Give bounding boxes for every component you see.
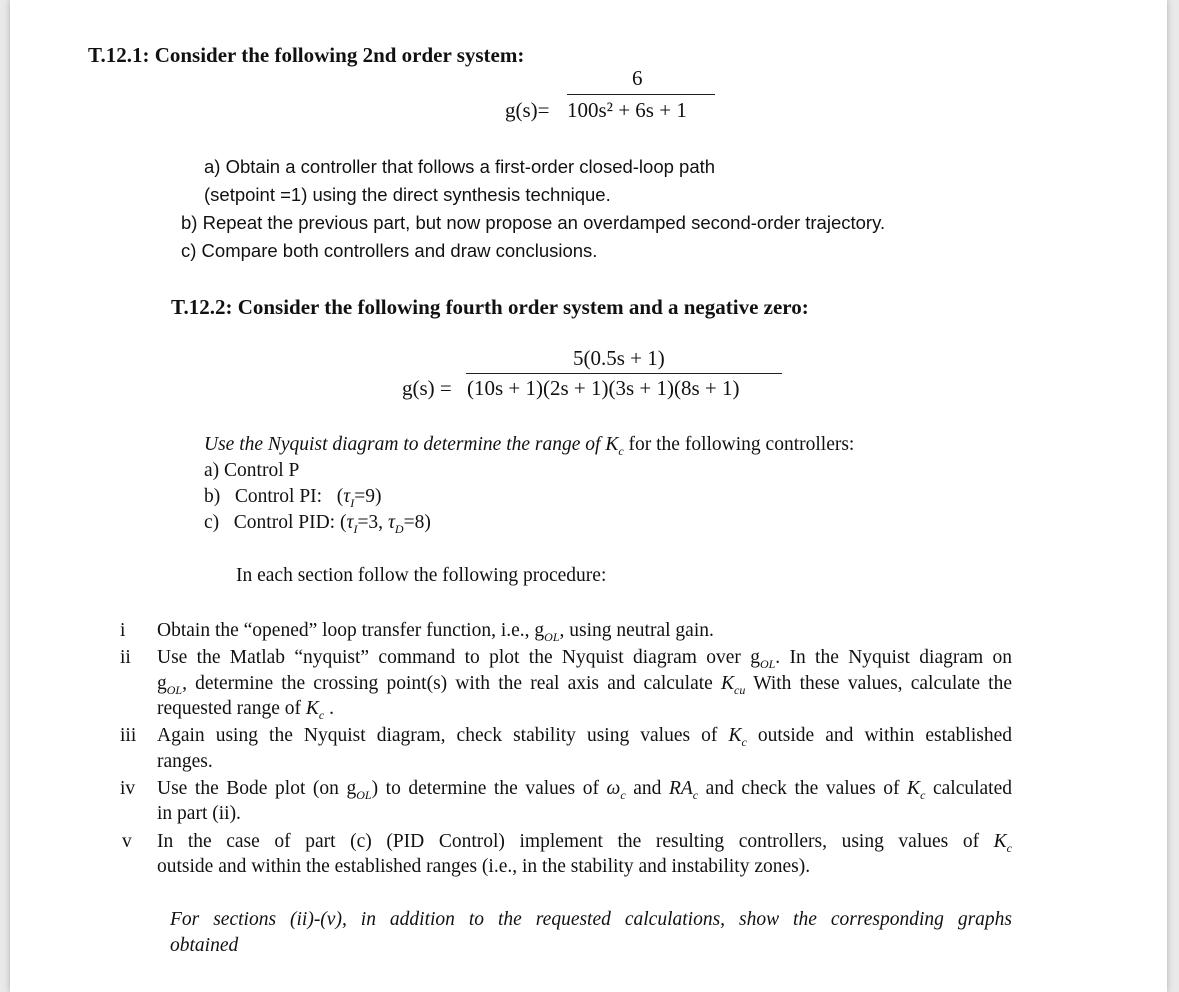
step-iii-line2: ranges. <box>157 751 213 772</box>
step-iii-line1: Again using the Nyquist diagram, check stability using values of $K_c$ outside and within established <box>157 725 1012 749</box>
t1-fraction-bar <box>567 94 715 95</box>
note-line1: For sections (ii)-(v), in addition to the requested calculations, show the corresponding graphs <box>170 909 1012 930</box>
t1-item-a-line2: (setpoint =1) using the direct synthesis technique. <box>204 184 611 205</box>
step-v-number: v <box>122 831 132 852</box>
t2-eq-numerator: 5(0.5s + 1) <box>573 346 665 370</box>
t1-eq-numerator: 6 <box>632 66 643 90</box>
t1-eq-denominator: 100s² + 6s + 1 <box>567 98 687 122</box>
document-page <box>10 0 1167 992</box>
t2-fraction-bar <box>466 373 782 374</box>
t1-item-a-line1: a) Obtain a controller that follows a first-order closed-loop path <box>204 156 716 177</box>
step-iv-number: iv <box>120 778 136 799</box>
t1-item-b: b) Repeat the previous part, but now propose an overdamped second-order trajectory. <box>181 212 886 233</box>
step-i-number: i <box>120 620 126 641</box>
t2-procedure-intro: In each section follow the following procedure: <box>236 565 607 586</box>
t1-eq-lhs: g(s)= <box>505 98 550 122</box>
note-line2: obtained <box>170 935 239 956</box>
t2-intro: Use the Nyquist diagram to determine the range of $K_c$ for the following controllers: <box>204 434 855 458</box>
step-v-line1: In the case of part (c) (PID Control) implement the resulting controllers, using values of $K_c$ <box>157 831 1012 855</box>
t2-eq-lhs: g(s) = <box>402 376 452 400</box>
t1-item-c: c) Compare both controllers and draw conclusions. <box>181 240 598 261</box>
t2-controller-p: a) Control P <box>204 460 300 481</box>
step-i-line1: Obtain the “opened” loop transfer function, i.e., $g_{OL}$, using neutral gain. <box>157 620 714 644</box>
step-iv-line1: Use the Bode plot (on $g_{OL}$) to determine the values of $\omega_c$ and $RA_c$ and check the values of $K_c$ calculated <box>157 778 1012 802</box>
step-iii-number: iii <box>120 725 137 746</box>
t2-eq-denominator: (10s + 1)(2s + 1)(3s + 1)(8s + 1) <box>467 376 740 400</box>
t1-title: T.12.1: Consider the following 2nd order system: <box>88 43 525 67</box>
step-ii-number: ii <box>120 647 131 668</box>
step-ii-line3: requested range of $K_c$ . <box>157 698 334 722</box>
step-ii-line2: $g_{OL}$, determine the crossing point(s) with the real axis and calculate $K_{cu}$ With these values, calculate the <box>157 673 1013 697</box>
step-ii-line1: Use the Matlab “nyquist” command to plot the Nyquist diagram over $g_{OL}$. In the Nyquist diagram on <box>157 647 1012 671</box>
t2-controller-pid: c) Control PID: ($\tau_I=3$, $\tau_D=8$) <box>204 512 431 536</box>
step-iv-line2: in part (ii). <box>157 803 241 824</box>
step-v-line2: outside and within the established ranges (i.e., in the stability and instability zones). <box>157 856 811 877</box>
t2-controller-pi: b) Control PI: $(\tau_I=9)$ <box>204 486 382 510</box>
t2-title: T.12.2: Consider the following fourth order system and a negative zero: <box>171 295 809 319</box>
